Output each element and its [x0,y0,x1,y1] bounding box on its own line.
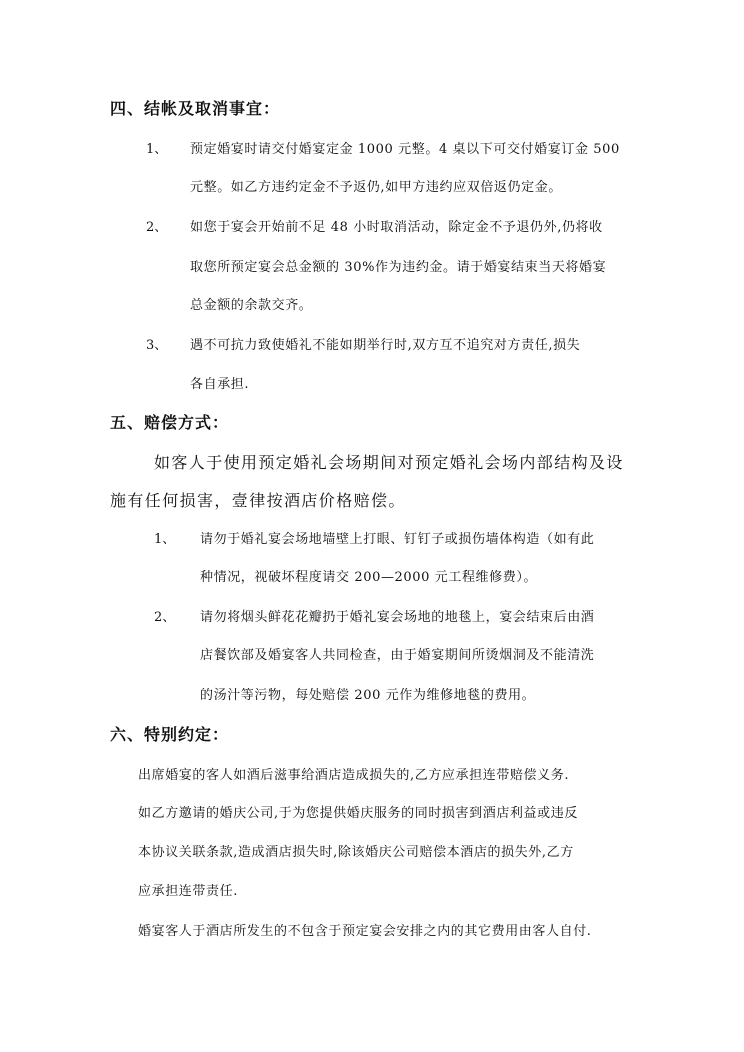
s5-item-1-number: 1、 [154,532,176,547]
s6-item-3-line-1: 婚宴客人于酒店所发生的不包含于预定宴会安排之内的其它费用由客人自付. [138,924,592,939]
s5-item-1-line-2: 种情况，视破坏程度请交 200—2000 元工程维修费）。 [200,570,538,585]
s4-item-2-line-1: 如您于宴会开始前不足 48 小时取消活动，除定金不予退仍外,仍将收 [190,220,603,235]
s4-item-3-number: 3、 [146,338,168,353]
s5-item-2-number: 2、 [154,610,176,625]
s4-item-3-line-1: 遇不可抗力致使婚礼不能如期举行时,双方互不追究对方责任,损失 [190,338,581,353]
s6-item-2-line-2: 本协议关联条款,造成酒店损失时,除该婚庆公司赔偿本酒店的损失外,乙方 [138,845,574,860]
s5-item-2-line-1: 请勿将烟头鲜花花瓣扔于婚礼宴会场地的地毯上，宴会结束后由酒 [200,610,595,625]
s5-intro-line-2: 施有任何损害，壹律按酒店价格赔偿。 [110,491,406,510]
s5-item-1-line-1: 请勿于婚礼宴会场地墙壁上打眼、钉钉子或损伤墙体构造（如有此 [200,532,595,547]
s5-item-2-line-2: 店餐饮部及婚宴客人共同检查，由于婚宴期间所烫烟洞及不能清洗 [200,648,595,663]
s4-item-3-line-2: 各自承担. [190,377,250,392]
s5-item-2-line-3: 的汤汁等污物，每处赔偿 200 元作为维修地毯的费用。 [200,688,536,703]
s4-item-1-number: 1、 [146,142,168,157]
section-5-title: 五、赔偿方式： [110,413,230,432]
s6-item-2-line-1: 如乙方邀请的婚庆公司,于为您提供婚庆服务的同时损害到酒店利益或违反 [138,806,578,821]
s4-item-1-line-1: 预定婚宴时请交付婚宴定金 1000 元整。4 桌以下可交付婚宴订金 500 [190,142,620,157]
section-4-title: 四、结帐及取消事宜： [110,99,281,118]
s4-item-2-line-3: 总金额的余款交齐。 [190,298,313,313]
s6-item-2-line-3: 应承担连带责任. [138,884,238,899]
s4-item-2-number: 2、 [146,220,168,235]
s5-intro-line-1: 如客人于使用预定婚礼会场期间对预定婚礼会场内部结构及设 [154,453,624,472]
s6-item-1-line-1: 出席婚宴的客人如酒后滋事给酒店造成损失的,乙方应承担连带赔偿义务. [138,768,570,783]
section-6-title: 六、特别约定： [110,725,230,744]
s4-item-2-line-2: 取您所预定宴会总金额的 30%作为违约金。请于婚宴结束当天将婚宴 [190,260,607,275]
s4-item-1-line-2: 元整。如乙方违约定金不予返仍,如甲方违约应双倍返仍定金。 [190,180,562,195]
